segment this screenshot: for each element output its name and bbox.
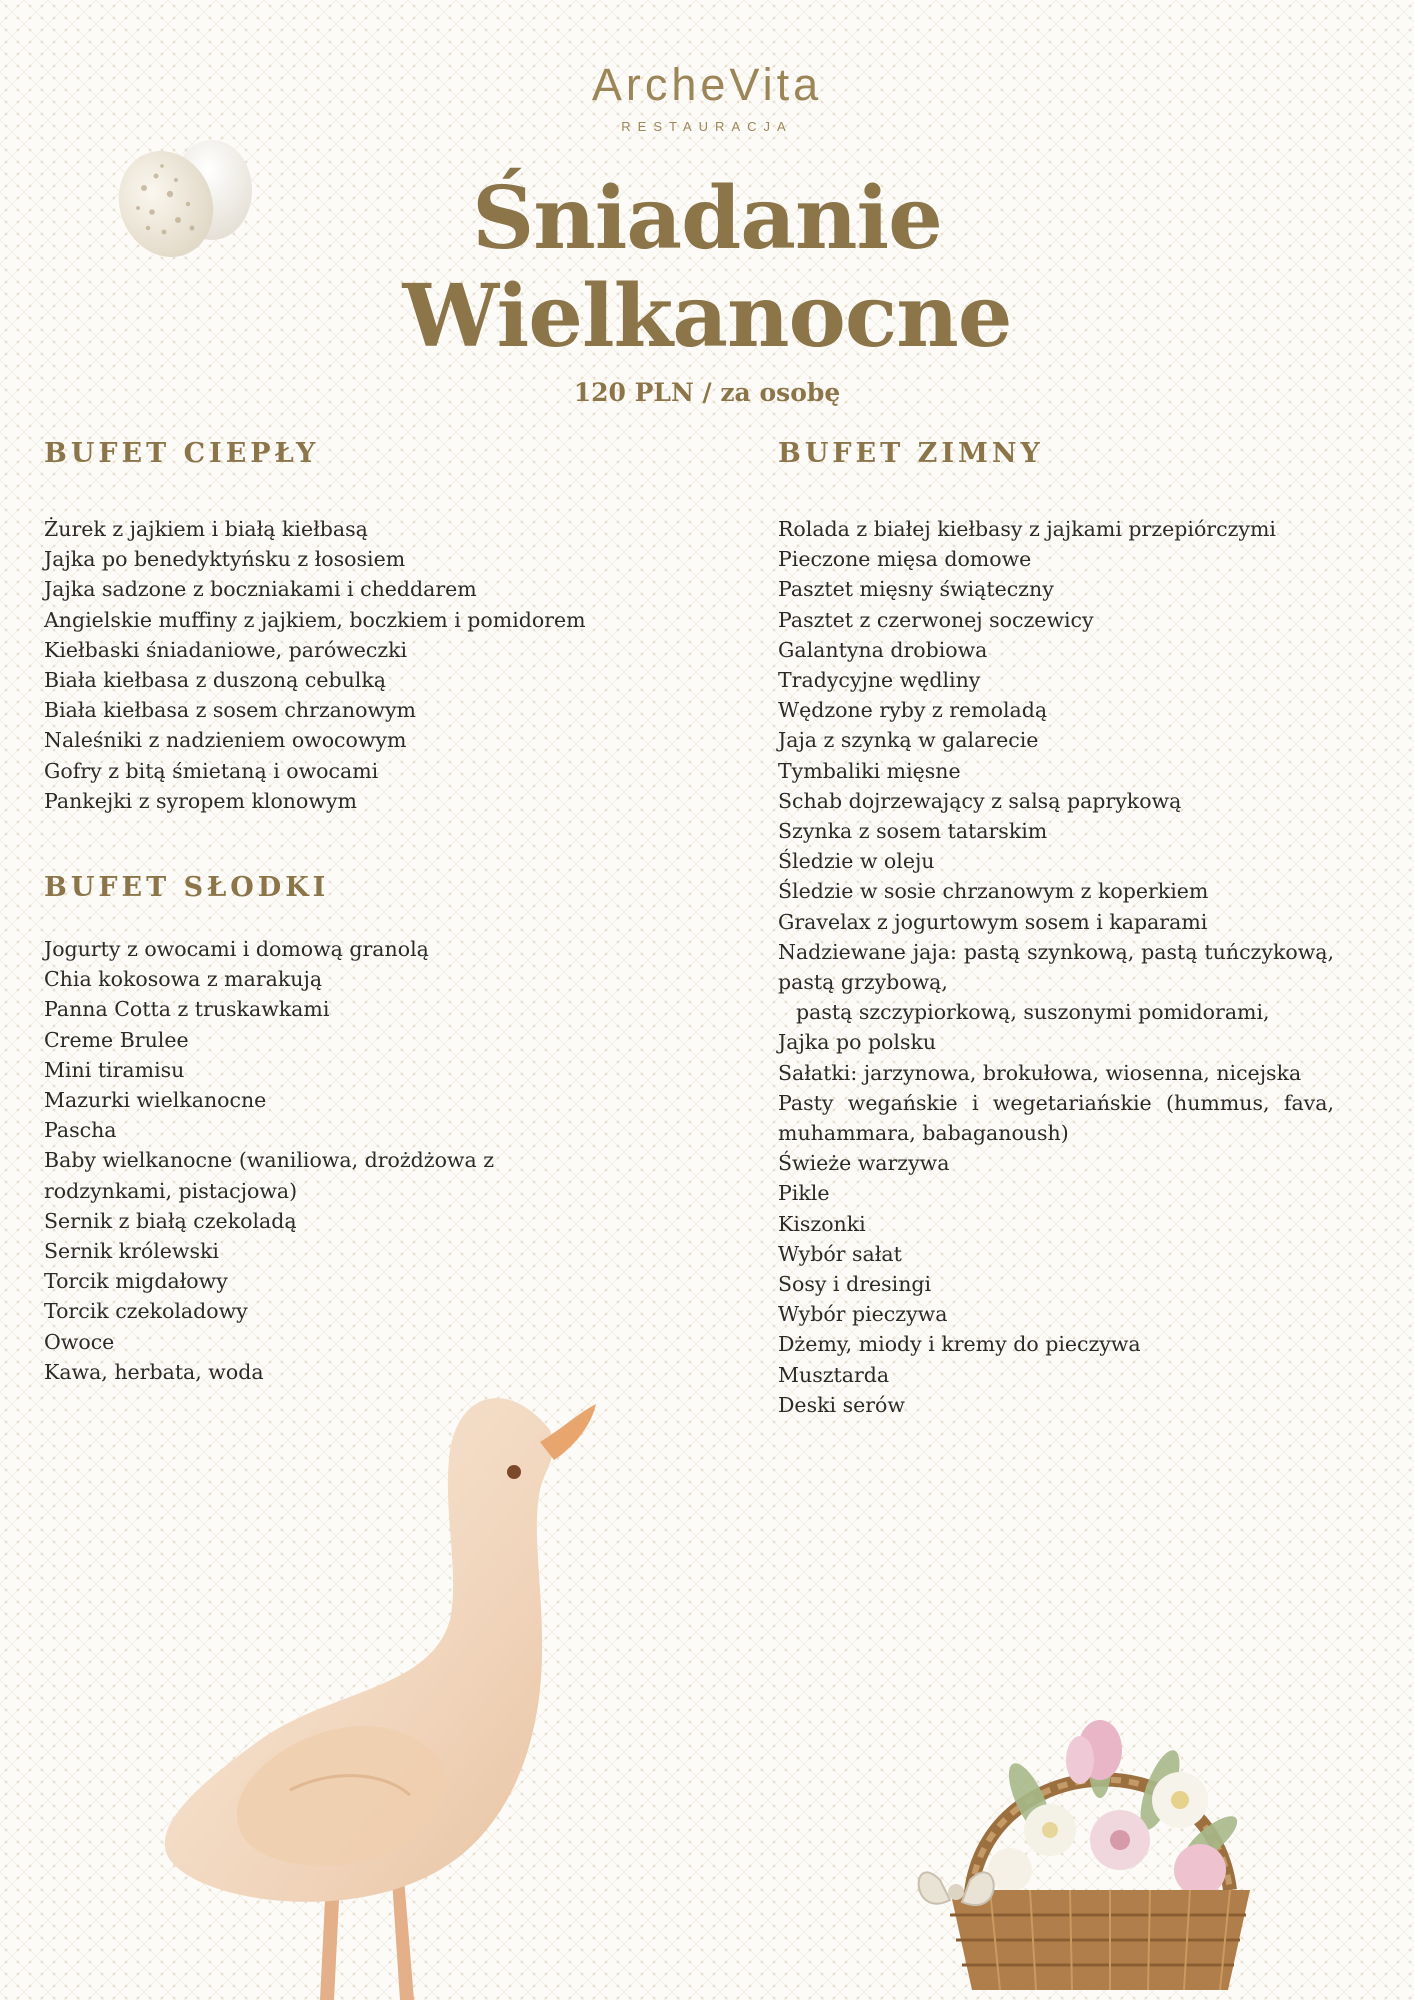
list-item: Rolada z białej kiełbasy z jajkami przepiórczymi <box>778 517 1276 541</box>
brand-logo <box>0 59 1414 134</box>
list-item: Torcik czekoladowy <box>44 1299 248 1324</box>
list-item: Pasty wegańskie i wegetariańskie (hummus, fava, muhammara, babaganoush) <box>778 1090 1334 1146</box>
list-item: Schab dojrzewający z salsą paprykową <box>778 788 1182 813</box>
list-item: Wybór pieczywa <box>778 1302 948 1327</box>
list-item: Szynka z sosem tatarskim <box>778 819 1048 844</box>
list-item: Biała kiełbasa z duszoną cebulką <box>44 668 386 693</box>
title-line-1: Śniadanie <box>472 168 942 269</box>
list-item: Wybór sałat <box>778 1241 902 1266</box>
list-item: Sernik królewski <box>44 1239 219 1264</box>
list-item: Sosy i dresingi <box>778 1272 932 1297</box>
list-item: Creme Brulee <box>44 1027 189 1052</box>
goose-illustration <box>130 1360 600 2000</box>
list-item: Nadziewane jaja: pastą szynkową, pastą tuńczykową, pastą grzybową, <box>778 939 1334 995</box>
list-item: pastą szczypiorkową, suszonymi pomidorami, <box>796 1000 1270 1025</box>
section-title-cold: BUFET ZIMNY <box>778 438 1044 469</box>
list-item: Baby wielkanocne (waniliowa, drożdżowa z rodzynkami, pistacjowa) <box>44 1148 495 1203</box>
list-item: Mini tiramisu <box>44 1057 185 1082</box>
list-item: Kawa, herbata, woda <box>44 1359 264 1384</box>
list-item: Sałatki: jarzynowa, brokułowa, wiosenna, nicejska <box>778 1060 1302 1085</box>
list-item: Tradycyjne wędliny <box>778 668 981 693</box>
list-item: Torcik migdałowy <box>44 1269 228 1294</box>
list-item: Jajka po benedyktyńsku z łososiem <box>44 547 406 572</box>
list-item: Żurek z jajkiem i białą kiełbasą <box>44 517 368 541</box>
list-item: Pikle <box>778 1181 830 1206</box>
list-item: Jajka po polsku <box>778 1030 937 1055</box>
list-item: Owoce <box>44 1329 115 1354</box>
sweet-buffet-list <box>44 934 564 1387</box>
list-item: Biała kiełbasa z sosem chrzanowym <box>44 698 416 723</box>
title-line-2: Wielkanocne <box>402 266 1012 367</box>
list-item: Deski serów <box>778 1392 905 1417</box>
list-item: Gofry z bitą śmietaną i owocami <box>44 758 379 783</box>
price: 120 PLN / za osobę <box>573 378 841 407</box>
brand-name: ArcheVita <box>591 59 823 110</box>
list-item: Wędzone ryby z remoladą <box>778 698 1048 723</box>
list-item: Kiszonki <box>778 1211 866 1236</box>
list-item: Sernik z białą czekoladą <box>44 1208 297 1233</box>
hot-buffet-list <box>44 514 704 816</box>
flower-basket-illustration <box>910 1690 1290 2000</box>
list-item: Angielskie muffiny z jajkiem, boczkiem i pomidorem <box>44 607 586 632</box>
list-item: Panna Cotta z truskawkami <box>44 997 330 1022</box>
list-item: Świeże warzywa <box>778 1151 950 1176</box>
list-item: Naleśniki z nadzieniem owocowym <box>44 728 407 753</box>
list-item: Gravelax z jogurtowym sosem i kaparami <box>778 909 1208 934</box>
list-item: Pascha <box>44 1118 117 1143</box>
cold-buffet-list <box>778 514 1334 1420</box>
list-item: Musztarda <box>778 1362 890 1387</box>
list-item: Pasztet mięsny świąteczny <box>778 577 1054 602</box>
section-title-hot: BUFET CIEPŁY <box>44 438 320 469</box>
brand-subtitle: RESTAURACJA <box>621 119 793 134</box>
list-item: Dżemy, miody i kremy do pieczywa <box>778 1332 1141 1357</box>
list-item: Jaja z szynką w galarecie <box>778 728 1039 753</box>
list-item: Pasztet z czerwonej soczewicy <box>778 607 1094 632</box>
page-title <box>0 170 1414 366</box>
list-item: Śledzie w sosie chrzanowym z koperkiem <box>778 879 1209 904</box>
list-item: Chia kokosowa z marakują <box>44 967 323 992</box>
list-item: Tymbaliki mięsne <box>778 758 961 783</box>
list-item: Kiełbaski śniadaniowe, paróweczki <box>44 637 408 662</box>
section-title-sweet: BUFET SŁODKI <box>44 872 330 903</box>
list-item: Pankejki z syropem klonowym <box>44 788 357 813</box>
list-item: Jajka sadzone z boczniakami i cheddarem <box>44 577 477 602</box>
list-item: Pieczone mięsa domowe <box>778 547 1032 572</box>
list-item: Jogurty z owocami i domową granolą <box>44 937 429 961</box>
list-item: Galantyna drobiowa <box>778 637 988 662</box>
list-item: Śledzie w oleju <box>778 849 935 874</box>
list-item: Mazurki wielkanocne <box>44 1088 267 1113</box>
